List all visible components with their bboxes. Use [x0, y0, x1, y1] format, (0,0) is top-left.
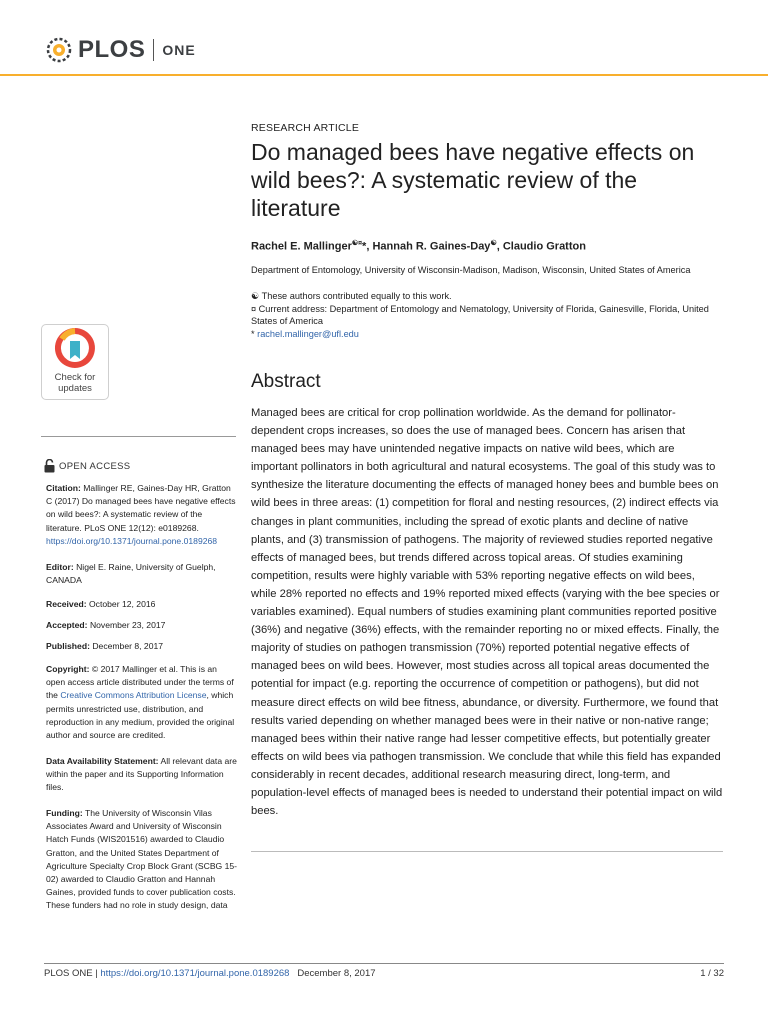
- funding-block: [46, 807, 238, 913]
- open-access-text: OPEN ACCESS: [59, 460, 131, 472]
- crossmark-icon: [42, 325, 108, 373]
- editor-block: [46, 561, 238, 587]
- data-availability-label: Data Availability Statement:: [46, 756, 159, 766]
- citation-text: Mallinger RE, Gaines-Day HR, Gratton C (2017) Do managed bees have negative effects on wild bees?: A systematic review of the literature. PLoS ONE 12(12): e0189268.: [46, 483, 236, 533]
- funding-label: Funding:: [46, 808, 83, 818]
- published-block: [46, 640, 238, 653]
- author-2-marks: ☯: [490, 240, 497, 247]
- author-separator: ,: [496, 240, 500, 253]
- check-for-updates-badge[interactable]: [41, 324, 109, 400]
- received-label: Received:: [46, 599, 87, 609]
- author-2[interactable]: Hannah R. Gaines-Day: [372, 240, 491, 253]
- corresponding-author-note: [251, 328, 721, 341]
- logo-divider: [153, 39, 154, 61]
- author-notes: [251, 290, 721, 340]
- accepted-block: [46, 619, 238, 632]
- plos-logo[interactable]: [44, 34, 196, 66]
- open-lock-icon: [44, 459, 55, 473]
- data-availability-text: All relevant data are within the paper and its Supporting Information files.: [46, 756, 237, 793]
- journal-name: ONE: [162, 42, 196, 58]
- author-1-corresponding-mark: *,: [362, 240, 370, 253]
- author-1[interactable]: Rachel E. Mallinger: [251, 240, 352, 253]
- published-date: December 8, 2017: [92, 641, 164, 651]
- citation-doi-link[interactable]: https://doi.org/10.1371/journal.pone.0189268: [46, 535, 218, 546]
- editor-label: Editor:: [46, 562, 74, 572]
- copyright-text: © 2017 Mallinger et al. This is an open access article distributed under the terms of the: [46, 664, 234, 701]
- received-block: [46, 598, 238, 611]
- affiliation: Department of Entomology, University of Wisconsin-Madison, Madison, Wisconsin, United States of America: [251, 265, 691, 275]
- footer-date: December 8, 2017: [297, 968, 376, 979]
- footer-rule: [44, 963, 724, 964]
- open-access-label: [44, 459, 130, 473]
- abstract-rule: [251, 851, 723, 852]
- corresponding-mark: *: [251, 328, 255, 339]
- sidebar-rule: [41, 436, 236, 437]
- footer-journal: PLOS ONE |: [44, 968, 98, 979]
- check-for-updates-label: Check for updates: [54, 372, 96, 394]
- author-list: [251, 239, 586, 253]
- accepted-label: Accepted:: [46, 620, 88, 630]
- equal-contribution-note: ☯ These authors contributed equally to this work.: [251, 291, 452, 301]
- current-address-note: ¤ Current address: Department of Entomology and Nematology, University of Florida, Gainesville, Florida, United States of America: [251, 303, 709, 326]
- data-availability-block: [46, 755, 238, 795]
- abstract-text: Managed bees are critical for crop pollination worldwide. As the demand for pollinator-dependent crops increases, so does the use of managed bees. Concern has arisen that managed bees may have unintended negative impacts on native wild bees, which are important pollinators in both agricultural and natural ecosystems. The goal of this study was to synthesize the literature documenting the effects of managed honey bees and bumble bees on wild bees in three areas: (1) competition for floral and nesting resources, (2) indirect effects via changes in plant communities, including the spread of exotic plants and decline of native plants, and (3) transmission of pathogens. The majority of reviewed studies reported negative effects of managed bees, but trends differed across topical areas. Of studies examining competition, results were highly variable with 53% reporting negative effects on wild bees, while 28% reported no effects and 19% reported mixed effects (varying with the bee species or variables examined). Equal numbers of studies examining plant communities reported positive (36%) and negative (36%) effects, with the remainder reporting no or mixed effects. Finally, the majority of studies on pathogen transmission (70%) reported potential negative effects of managed bees on wild bees. However, most studies across all topical areas documented the potential for impact (e.g. reporting the occurrence of competition or pathogens), but did not measure direct effects on wild bee fitness, abundance, or diversity. Furthermore, we found that results varied depending on whether managed bees were in their native or non-native range; managed bees within their native range had lesser competitive effects, but potentially greater effects on wild bees via pathogen transmission. We conclude that while this field has expanded considerably in recent decades, additional research measuring direct, long-term, and population-level effects of managed bees is needed to understand their potential impact on wild bees.: [251, 407, 723, 818]
- copyright-text-cont: , which permits unrestricted use, distribution, and reproduction in any medium, provided the original author and source are credited.: [46, 690, 235, 741]
- page-number: 1 / 32: [700, 968, 724, 979]
- article-type: RESEARCH ARTICLE: [251, 122, 360, 134]
- copyright-label: Copyright:: [46, 664, 90, 674]
- author-3[interactable]: Claudio Gratton: [502, 240, 586, 253]
- article-title: Do managed bees have negative effects on wild bees?: A systematic review of the literature: [251, 139, 695, 221]
- funding-text: The University of Wisconsin Vilas Associates Award and University of Wisconsin Hatch Funds (WIS201516) awarded to Claudio Gratton, and the United States Department of Agriculture Specialty Crop Block Grant (SCBG 15-02) awarded to Claudio Gratton and Hannah Gaines, provided funds to cover publication costs. These funders had no role in study design, data: [46, 808, 238, 911]
- footer-doi-link[interactable]: https://doi.org/10.1371/journal.pone.0189268: [100, 968, 290, 979]
- citation-label: Citation:: [46, 483, 81, 493]
- email-link[interactable]: rachel.mallinger@ufl.edu: [257, 328, 359, 339]
- brand-name: PLOS: [78, 36, 146, 63]
- author-1-marks: ☯¤: [351, 240, 363, 247]
- accepted-date: November 23, 2017: [89, 620, 166, 630]
- citation-block: [46, 482, 238, 548]
- footer-left: [44, 968, 376, 979]
- header-rule: [0, 74, 768, 76]
- copyright-block: [46, 663, 238, 742]
- plos-logo-icon: [44, 35, 74, 65]
- received-date: October 12, 2016: [89, 599, 156, 609]
- published-label: Published:: [46, 641, 90, 651]
- license-link[interactable]: Creative Commons Attribution License: [60, 690, 207, 701]
- editor-text: Nigel E. Raine, University of Guelph, CANADA: [46, 562, 216, 586]
- abstract-heading: Abstract: [251, 371, 321, 392]
